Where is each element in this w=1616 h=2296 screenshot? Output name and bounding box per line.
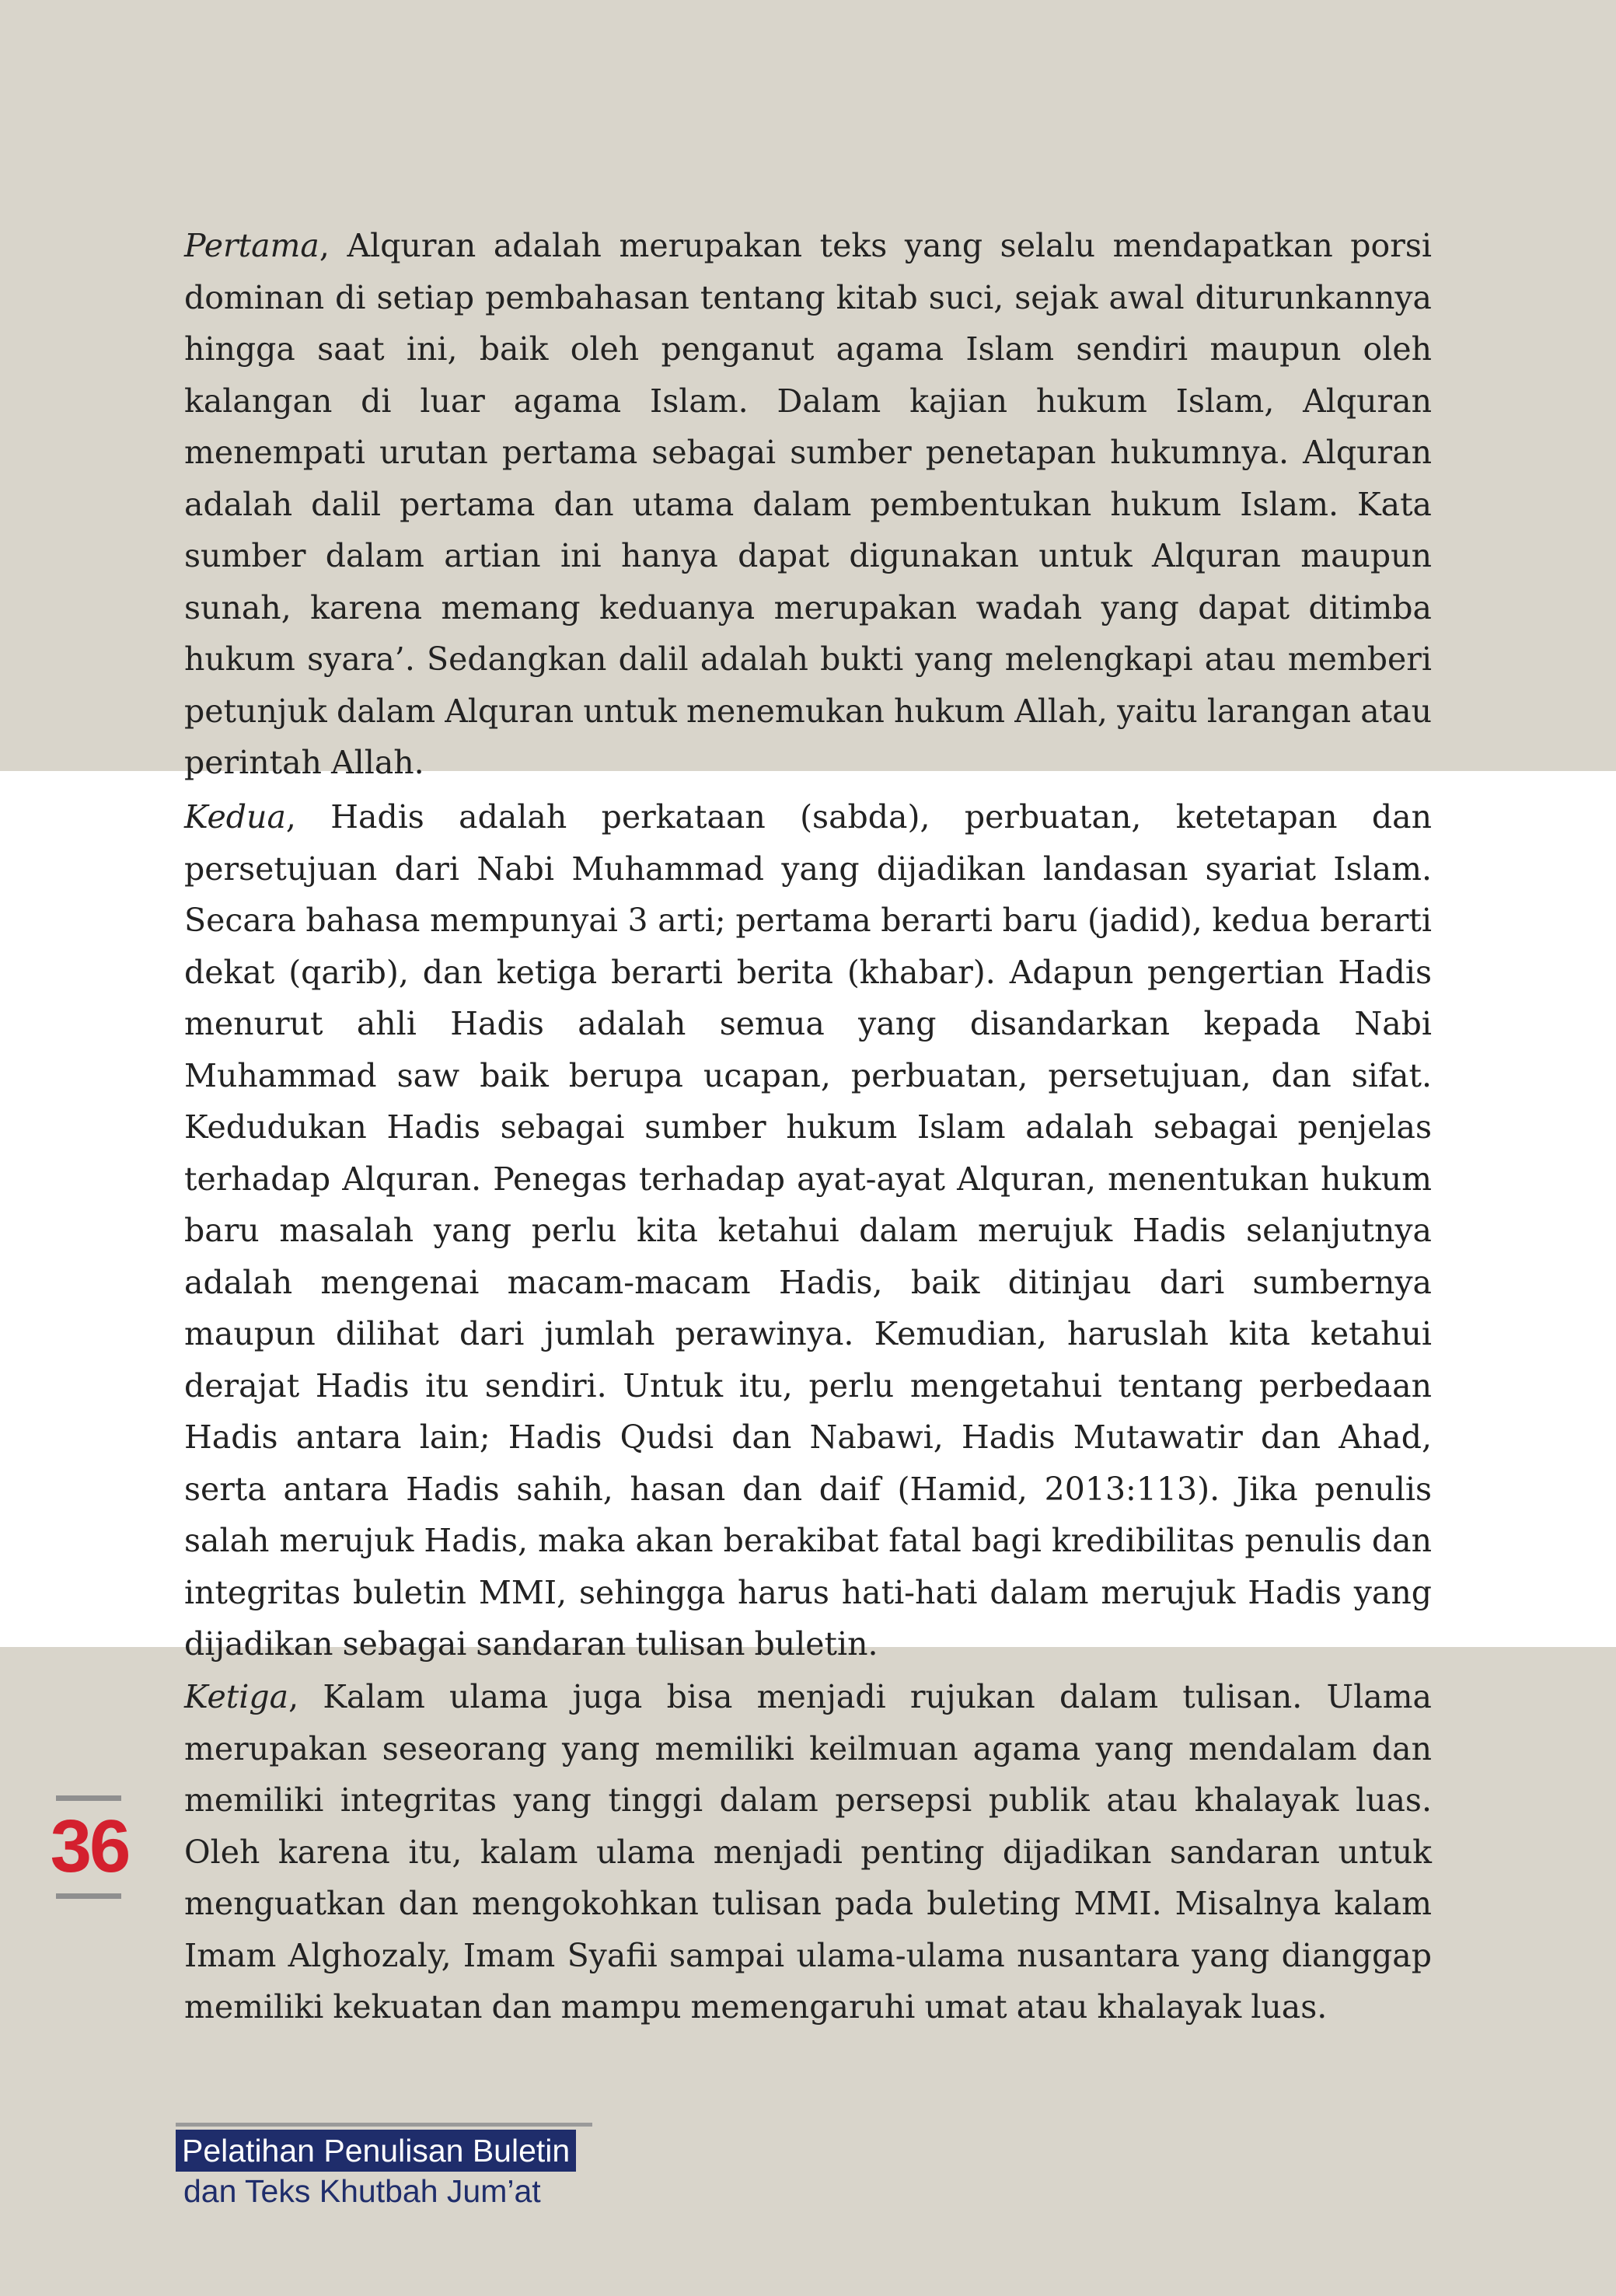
page-number-block: [44, 1795, 135, 1903]
paragraph-lead: Kedua: [184, 798, 286, 836]
paragraph-lead: Pertama: [184, 227, 319, 264]
paragraph-ketiga: [184, 1671, 1432, 2033]
footer-rule: [176, 2123, 592, 2127]
footer-book-title: [176, 2123, 592, 2211]
paragraph-kedua: [184, 791, 1432, 1670]
page-number: 36: [50, 1805, 129, 1888]
page-number-rule-top: [56, 1795, 121, 1801]
paragraph-body: , Kalam ulama juga bisa menjadi rujukan dalam tulisan. Ulama merupakan seseorang yang memiliki keilmuan agama yang mendalam dan memiliki integritas yang tinggi dalam persepsi publik atau khalayak luas. Oleh karena itu, kalam ulama menjadi penting dijadikan sandaran untuk menguatkan dan mengokohkan tulisan pada buleting MMI. Misalnya kalam Imam Alghozaly, Imam Syafii sampai ulama-ulama nusantara yang dianggap memiliki kekuatan dan mampu memengaruhi umat atau khalayak luas.: [184, 1678, 1432, 2026]
footer-title-line-1: Pelatihan Penulisan Buletin: [176, 2130, 576, 2172]
paragraph-body: , Alquran adalah merupakan teks yang selalu mendapatkan porsi dominan di setiap pembahasan tentang kitab suci, sejak awal diturunkannya hingga saat ini, baik oleh penganut agama Islam sendiri maupun oleh kalangan di luar agama Islam. Dalam kajian hukum Islam, Alquran menempati urutan pertama sebagai sumber penetapan hukumnya. Alquran adalah dalil pertama dan utama dalam pembentukan hukum Islam. Kata sumber dalam artian ini hanya dapat digunakan untuk Alquran maupun sunah, karena memang keduanya merupakan wadah yang dapat ditimba hukum syara’. Sedangkan dalil adalah bukti yang melengkapi atau memberi petunjuk dalam Alquran untuk menemukan hukum Allah, yaitu larangan atau perintah Allah.: [184, 227, 1432, 781]
paragraph-lead: Ketiga: [184, 1678, 289, 1715]
footer-title-line-2: dan Teks Khutbah Jum’at: [183, 2173, 541, 2209]
paragraph-pertama: [184, 220, 1432, 789]
paragraph-body: , Hadis adalah perkataan (sabda), perbuatan, ketetapan dan persetujuan dari Nabi Muhammad yang dijadikan landasan syariat Islam. Secara bahasa mempunyai 3 arti; pertama berarti baru (jadid), kedua berarti dekat (qarib), dan ketiga berarti berita (khabar). Adapun pengertian Hadis menurut ahli Hadis adalah semua yang disandarkan kepada Nabi Muhammad saw baik berupa ucapan, perbuatan, persetujuan, dan sifat. Kedudukan Hadis sebagai sumber hukum Islam adalah sebagai penjelas terhadap Alquran. Penegas terhadap ayat-ayat Alquran, menentukan hukum baru masalah yang perlu kita ketahui dalam merujuk Hadis selanjutnya adalah mengenai macam-macam Hadis, baik ditinjau dari sumbernya maupun dilihat dari jumlah perawinya. Kemudian, haruslah kita ketahui derajat Hadis itu sendiri. Untuk itu, perlu mengetahui tentang perbedaan Hadis antara lain; Hadis Qudsi dan Nabawi, Hadis Mutawatir dan Ahad, serta antara Hadis sahih, hasan dan daif (Hamid, 2013:113). Jika penulis salah merujuk Hadis, maka akan berakibat fatal bagi kredibilitas penulis dan integritas buletin MMI, sehingga harus hati-hati dalam merujuk Hadis yang dijadikan sebagai sandaran tulisan buletin.: [184, 798, 1432, 1663]
page-number-rule-bottom: [56, 1893, 121, 1899]
